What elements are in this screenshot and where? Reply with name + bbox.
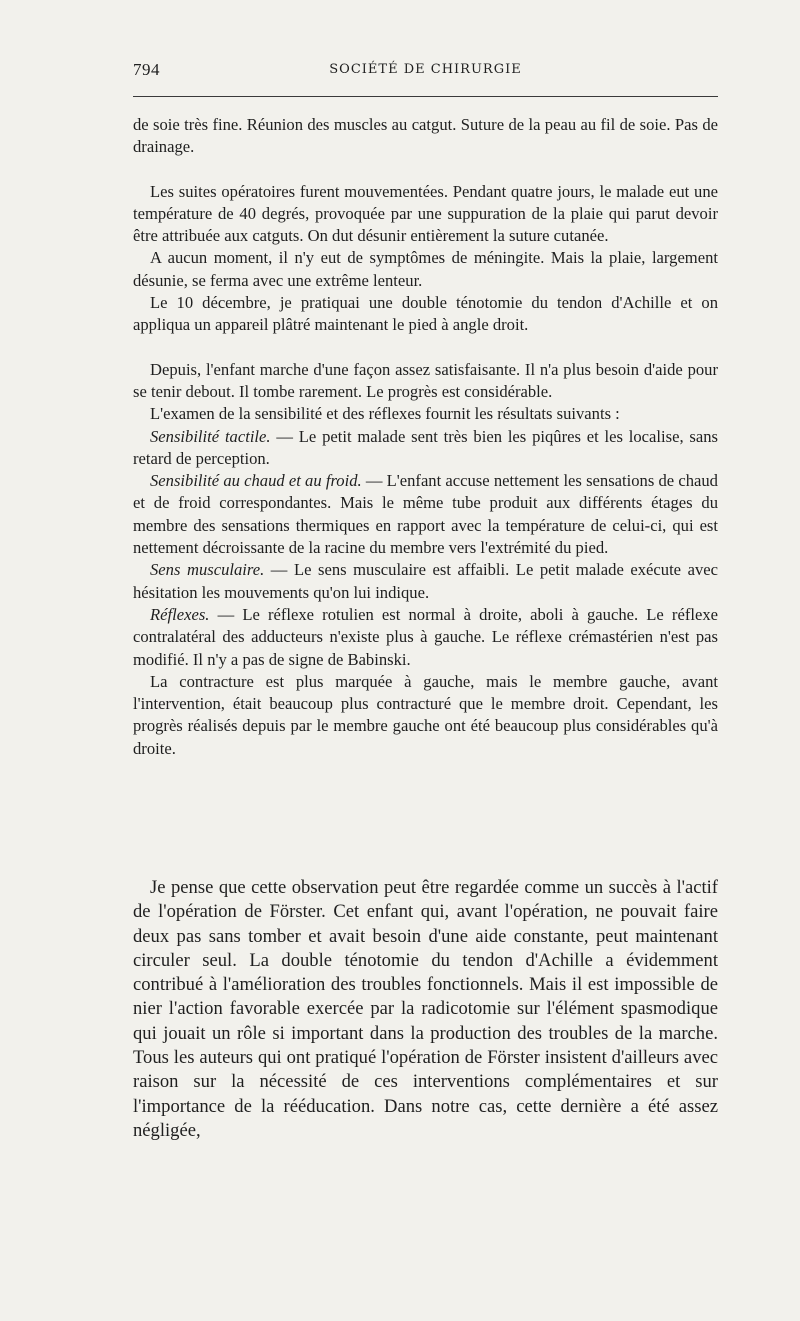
paragraph: A aucun moment, il n'y eut de symptômes de méningite. Mais la plaie, largement désunie, se ferma avec une extrême lenteur.: [133, 248, 718, 290]
section-text: — Le réflexe rotulien est normal à droite, aboli à gauche. Le réflexe contralatéral des adducteurs n'existe plus à gauche. Le réflexe crémastérien n'est pas modifié. Il n'y a pas de signe de Babinski.: [133, 604, 718, 669]
section-label: Réflexes.: [150, 604, 210, 624]
section-text: — L'enfant accuse nettement les sensations de chaud et de froid correspondantes. Mais le même tube produit aux différents étages du membre des sensations thermiques en rapport avec la température de celui-ci, qui est nettement décroissante de la racine du membre vers l'extrémité du pied.: [133, 471, 718, 558]
page-number: 794: [133, 60, 160, 79]
section-text: — Le sens musculaire est affaibli. Le petit malade exécute avec hésitation les mouvements qu'on lui indique.: [133, 560, 718, 602]
paragraph: La contracture est plus marquée à gauche, mais le membre gauche, avant l'intervention, était beaucoup plus contracturé que le membre droit. Cependant, les progrès réalisés depuis par le membre gauche ont été beaucoup plus considérables qu'à droite.: [133, 671, 718, 758]
observation-text: [133, 114, 718, 760]
section-label: Sens musculaire.: [150, 560, 265, 580]
commentary-text: [133, 876, 718, 1143]
paragraph: [133, 604, 718, 671]
paragraph: de soie très fine. Réunion des muscles au catgut. Suture de la peau au fil de soie. Pas de drainage.: [133, 115, 718, 157]
header-rule: [133, 96, 718, 97]
paragraph: L'examen de la sensibilité et des réflexes fournit les résultats suivants :: [150, 404, 620, 424]
page-header: [133, 60, 718, 84]
paragraph: [133, 470, 718, 559]
section-text: — Le petit malade sent très bien les piqûres et les localise, sans retard de perception.: [133, 426, 718, 468]
running-title: SOCIÉTÉ DE CHIRURGIE: [329, 62, 522, 77]
paragraph: [133, 559, 718, 604]
paragraph: [133, 426, 718, 471]
paragraph: Je pense que cette observation peut être regardée comme un succès à l'actif de l'opération de Förster. Cet enfant qui, avant l'opération, ne pouvait faire deux pas sans tomber et avait besoin d'une aide constante, peut maintenant circuler seul. La double ténotomie du tendon d'Achille a évidemment contribué à l'amélioration des troubles fonctionnels. Mais il est impossible de nier l'action favorable exercée par la radicotomie sur l'élément spasmodique qui jouait un rôle si important dans la production des troubles de la marche. Tous les auteurs qui ont pratiqué l'opération de Förster insistent d'ailleurs avec raison sur la nécessité de ces interventions complémentaires et sur l'importance de la rééducation. Dans notre cas, cette dernière a été assez négligée,: [133, 877, 718, 1141]
section-label: Sensibilité au chaud et au froid.: [150, 471, 362, 491]
section-label: Sensibilité tactile.: [150, 426, 271, 446]
paragraph: Le 10 décembre, je pratiquai une double ténotomie du tendon d'Achille et on appliqua un appareil plâtré maintenant le pied à angle droit.: [133, 293, 718, 335]
paragraph: Les suites opératoires furent mouvementées. Pendant quatre jours, le malade eut une température de 40 degrés, provoquée par une suppuration de la plaie qui parut devoir être attribuée aux catguts. On dut désunir entièrement la suture cutanée.: [133, 181, 718, 246]
paragraph: Depuis, l'enfant marche d'une façon assez satisfaisante. Il n'a plus besoin d'aide pour se tenir debout. Il tombe rarement. Le progrès est considérable.: [133, 359, 718, 401]
